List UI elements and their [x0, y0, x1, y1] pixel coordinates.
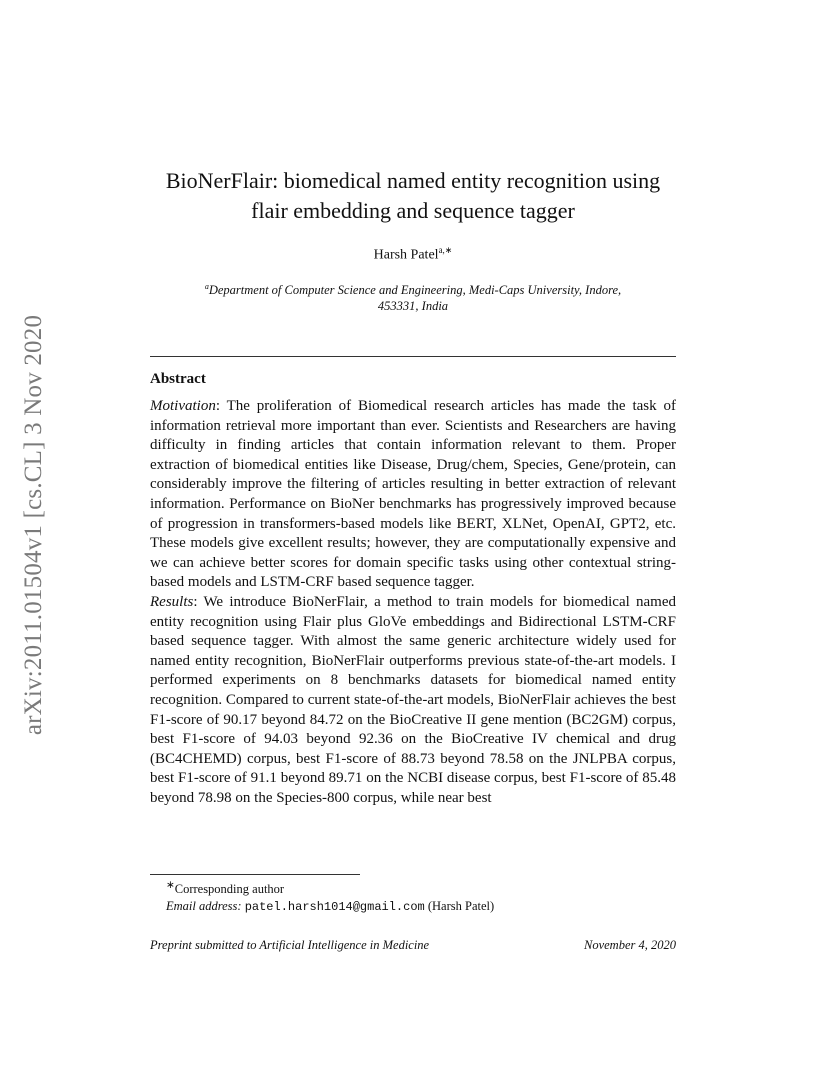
footnote-corresponding: Corresponding author: [174, 882, 285, 897]
motivation-label: Motivation: [150, 398, 216, 414]
results-paragraph: [150, 593, 676, 809]
paper-title-line-2: flair embedding and sequence tagger: [251, 198, 575, 223]
header-divider: [150, 356, 676, 357]
footer-date: November 4, 2020: [584, 938, 676, 952]
results-text: : We introduce BioNerFlair, a method to train models for biomedical named entity recognition using Flair plus GloVe embeddings and Bidirectional LSTM-CRF based sequence tagger. With almost the same generic architecture widely used for named entity recognition, BioNerFlair outperforms previous state-of-the-art models. I performed experiments on 8 benchmarks datasets for biomedical named entity recognition. Compared to current state-of-the-art models, BioNerFlair achieves the best F1-score of 90.17 beyond 84.72 on the BioCreative II gene mention (BC2GM) corpus, best F1-score of 94.03 beyond 92.36 on the BioCreative IV chemical and drug (BC4CHEMD) corpus, best F1-score of 88.73 beyond 78.58 on the JNLPBA corpus, best F1-score of 91.1 beyond 89.71 on the NCBI disease corpus, best F1-score of 85.48 beyond 78.98 on the Species-800 corpus, while near best: [150, 593, 676, 806]
affiliation-line-1: Department of Computer Science and Engineering, Medi-Caps University, Indore,: [208, 283, 622, 298]
footnote-email-label: Email address:: [166, 899, 242, 914]
abstract-body: [150, 397, 676, 808]
affiliation-superscript: a: [204, 282, 209, 291]
footnote: [166, 877, 666, 916]
abstract-heading: Abstract: [150, 371, 206, 387]
author: [150, 245, 676, 264]
results-label: Results: [150, 593, 194, 610]
arxiv-identifier: [14, 290, 54, 760]
arxiv-identifier-text: arXiv:2011.01504v1 [cs.CL] 3 Nov 2020: [20, 314, 48, 736]
footnote-email-name: (Harsh Patel): [427, 899, 495, 914]
motivation-text: : The proliferation of Biomedical research articles has made the task of information retrieval more important than ever. Scientists and Researchers are having difficulty in finding articles that contain information relevant to them. Proper extraction of biomedical entities like Disease, Drug/chem, Species, Gene/protein, can considerably improve the filtering of articles resulting in better extraction of relevant information. Performance on BioNer benchmarks has progressively improved because of progression in transformers-based models like BERT, XLNet, OpenAI, GPT2, etc. These models give excellent results; however, they are computationally expensive and we can achieve better scores for domain specific tasks using other contextual string-based models and LSTM-CRF based sequence tagger.: [150, 398, 676, 591]
footnote-email-link[interactable]: patel.harsh1014@gmail.com: [244, 900, 425, 915]
affiliation-line-2: 453331, India: [377, 299, 449, 314]
author-superscript: a,∗: [438, 245, 453, 255]
motivation-paragraph: [150, 397, 676, 593]
author-name: Harsh Patel: [373, 247, 439, 263]
footer-preprint: Preprint submitted to Artificial Intelligence in Medicine: [150, 938, 430, 952]
paper-title: [150, 166, 676, 226]
footnote-divider: [150, 874, 360, 875]
footnote-mark: ∗: [166, 880, 175, 891]
paper-title-line-1: BioNerFlair: biomedical named entity recognition using: [165, 168, 661, 193]
affiliation: [150, 279, 676, 314]
